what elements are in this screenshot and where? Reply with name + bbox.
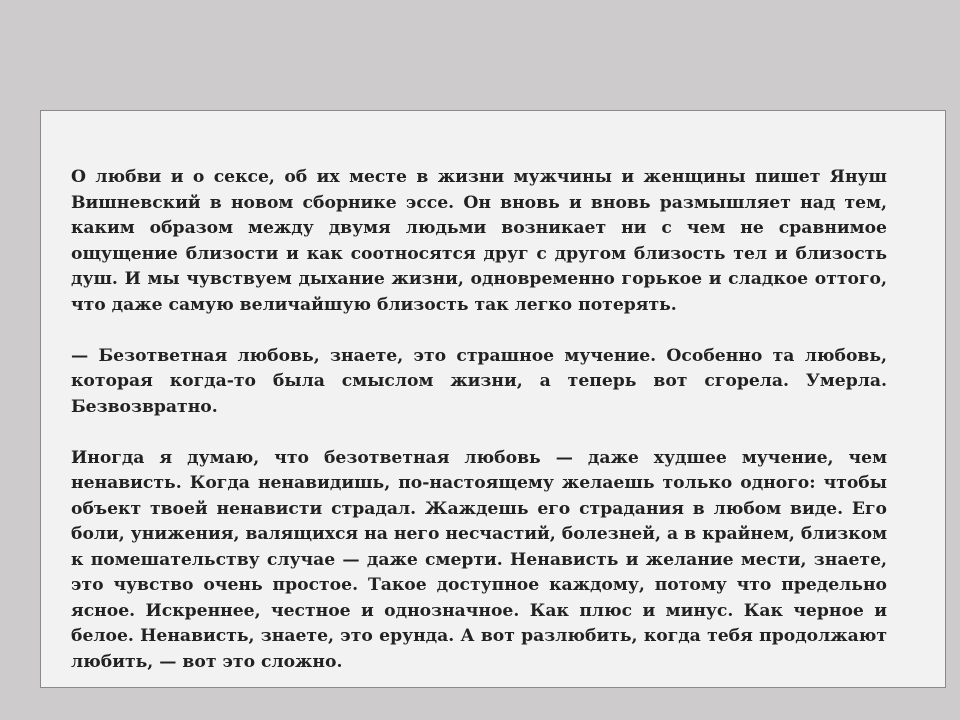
paragraph-hatred: Иногда я думаю, что безответная любовь — даже худшее мучение, чем ненависть. Когда ненавидишь, по-настоящему желаешь только одного: чтобы объект твоей ненависти страдал. Жаждешь его страдания в любом виде. Его боли, унижения, валящихся на него несчастий, болезней, а в крайнем, близком к помешательству случае — даже смерти. Ненависть и желание мести, знаете, это чувство очень простое. Такое доступное каждому, потому что предельно ясное. Искреннее, честное и однозначное. Как плюс и минус. Как черное и белое. Ненависть, знаете, это ерунда. А вот разлюбить, когда тебя продолжают любить, — вот это сложно. bbox=[71, 447, 887, 672]
paragraph-intro: О любви и о сексе, об их месте в жизни мужчины и женщины пишет Януш Вишневский в новом сборнике эссе. Он вновь и вновь размышляет над тем, каким образом между двумя людьми возникает ни с чем не сравнимое ощущение близости и как соотносятся друг с другом близость тел и близость душ. И мы чувствуем дыхание жизни, одновременно горькое и сладкое оттого, что даже самую величайшую близость так легко потерять. bbox=[71, 167, 887, 315]
paragraph-quote-dialogue: — Безответная любовь, знаете, это страшное мучение. Особенно та любовь, которая когда-то была смыслом жизни, а теперь вот сгорела. Умерла. Безвозвратно. bbox=[71, 345, 887, 417]
text-page bbox=[40, 110, 946, 688]
